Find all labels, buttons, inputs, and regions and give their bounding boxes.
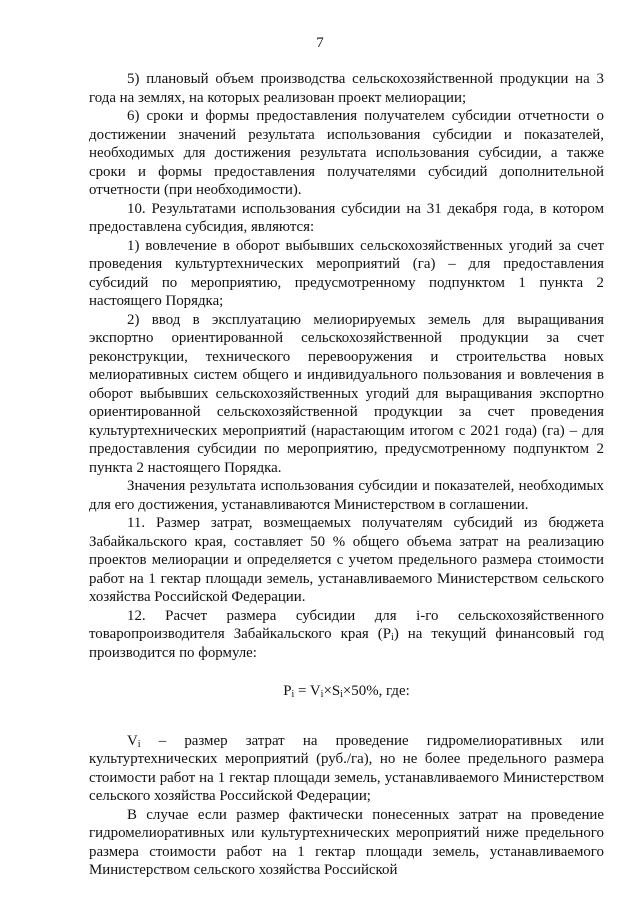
paragraph-10-item-1: 1) вовлечение в оборот выбывших сельскохозяйственных угодий за счет проведения культуртехнических мероприятий (га) – для предоставления субсидий по мероприятию, предусмотренному подпунктом 1 пункта 2 настоящего Порядка; — [89, 237, 604, 309]
paragraph-11: 11. Размер затрат, возмещаемых получателям субсидий из бюджета Забайкальского края, составляет 50 % общего объема затрат на реализацию проектов мелиорации и определяется с учетом предельного размера стоимости работ на 1 гектар площади земель, устанавливаемого Министерством сельского хозяйства Российской Федерации. — [89, 515, 604, 605]
definition-v-text: – размер затрат на проведение гидромелиоративных или культуртехнических мероприятий (руб./га), но не более предельного размера стоимости работ на 1 гектар площади земель, устанавливаемого Министерством сельского хозяйства Российской Федерации; — [89, 732, 604, 804]
formula-v: = V — [294, 683, 321, 699]
definition-v-symbol: V — [127, 732, 138, 749]
paragraph-12-subscript: i — [391, 632, 394, 643]
document-body — [89, 70, 604, 880]
paragraph-12 — [89, 607, 604, 663]
paragraph-12-after: ) на текущий финансовый год производится по формуле: — [89, 626, 604, 661]
formula-tail: ×50%, где: — [342, 683, 410, 699]
page-number: 7 — [316, 35, 324, 51]
definition-v-subscript: i — [137, 738, 141, 750]
paragraph-item-6: 6) сроки и формы предоставления получателем субсидии отчетности о достижении значений результата использования субсидии и показателей, необходимых для достижения результата использования субсидии, а также сроки и формы предоставления получателями субсидий дополнительной отчетности (при необходимости). — [89, 108, 604, 198]
paragraph-values: Значения результата использования субсидии и показателей, необходимых для его достижения, устанавливаются Министерством в соглашении. — [89, 478, 604, 513]
formula-p-subscript: i — [291, 689, 295, 700]
formula — [89, 682, 604, 701]
paragraph-12-before: 12. Расчет размера субсидии для i-го сельскохозяйственного товаропроизводителя Забайкальского края (P — [89, 607, 604, 642]
formula-p: P — [283, 683, 292, 699]
paragraph-10-item-2: 2) ввод в эксплуатацию мелиорируемых земель для выращивания экспортно ориентированной сельскохозяйственной продукции за счет реконструкции, технического перевооружения и строительства новых мелиоративных систем общего и индивидуального пользования и вовлечения в оборот выбывших сельскохозяйственных угодий для выращивания экспортно ориентированной сельскохозяйственной продукции за счет проведения культуртехнических мероприятий (нарастающим итогом с 2021 года) (га) – для предоставления субсидии по мероприятию, предусмотренному подпунктом 2 пункта 2 настоящего Порядка. — [89, 311, 604, 476]
definition-v — [89, 732, 604, 806]
paragraph-item-5: 5) плановый объем производства сельскохозяйственной продукции на 3 года на землях, на которых реализован проект мелиорации; — [89, 71, 604, 106]
formula-s: ×S — [323, 683, 341, 699]
formula-s-subscript: i — [340, 689, 343, 700]
paragraph-10: 10. Результатами использования субсидии на 31 декабря года, в котором предоставлена субсидия, являются: — [89, 200, 604, 235]
paragraph-last: В случае если размер фактически понесенных затрат на проведение гидромелиоративных или культуртехнических мероприятий ниже предельного размера стоимости работ на 1 гектар площади земель, устанавливаемого Министерством сельского хозяйства Российской — [89, 806, 604, 878]
formula-v-subscript: i — [320, 689, 324, 700]
